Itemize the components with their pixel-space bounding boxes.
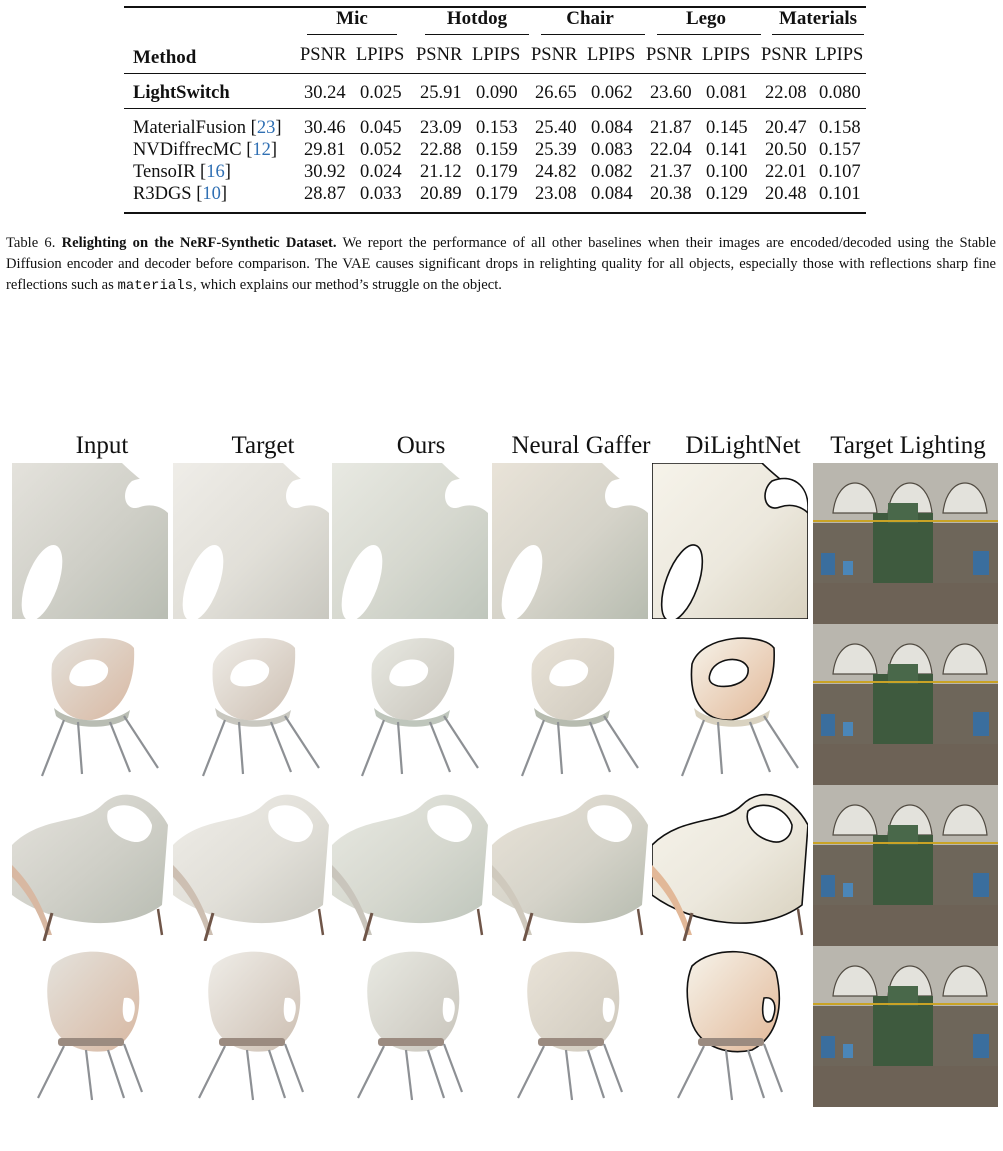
relit-chair-image (12, 785, 168, 941)
column-header-dilightnet: DiLightNet (685, 432, 801, 459)
group-underline (657, 34, 761, 35)
table-cell: 22.04 (650, 140, 692, 160)
relit-chair-image (492, 946, 648, 1102)
table-cell: 0.084 (591, 184, 633, 204)
table-cell: 0.157 (819, 140, 861, 160)
relit-chair-image (173, 463, 329, 619)
metric-header-lpips: LPIPS (472, 45, 521, 65)
table-cell: 0.082 (591, 162, 633, 182)
table-cell: 0.081 (706, 83, 748, 103)
relit-chair-image (492, 785, 648, 941)
table-cell: 0.052 (360, 140, 402, 160)
group-header-hotdog: Hotdog (446, 8, 508, 29)
group-underline (541, 34, 645, 35)
target-lighting-envmap (813, 463, 998, 624)
relit-chair-image (12, 946, 168, 1102)
table-cell: 20.48 (765, 184, 807, 204)
table-cell: 20.47 (765, 118, 807, 138)
table-cell: 0.062 (591, 83, 633, 103)
table-cell: 21.37 (650, 162, 692, 182)
target-lighting-envmap (813, 785, 998, 946)
table-cell: 24.82 (535, 162, 577, 182)
group-underline (772, 34, 864, 35)
table-cell: 0.090 (476, 83, 518, 103)
table-cell: 30.92 (304, 162, 346, 182)
group-header-chair: Chair (566, 8, 614, 29)
table-cell: 0.158 (819, 118, 861, 138)
table-cell: 0.084 (591, 118, 633, 138)
relit-chair-image (173, 946, 329, 1102)
table-cell: 0.100 (706, 162, 748, 182)
table-cell: 21.12 (420, 162, 462, 182)
table-cell: 25.40 (535, 118, 577, 138)
table-cell: 30.24 (304, 83, 346, 103)
relit-chair-image (332, 785, 488, 941)
metric-header-psnr: PSNR (531, 45, 578, 65)
table-cell: 25.91 (420, 83, 462, 103)
column-header-input: Input (75, 432, 129, 459)
target-lighting-envmap (813, 624, 998, 785)
group-header-lego: Lego (685, 8, 727, 29)
table-cell: 23.08 (535, 184, 577, 204)
table-cell: 0.080 (819, 83, 861, 103)
relit-chair-image (492, 624, 648, 780)
relit-chair-image (652, 785, 808, 941)
table-cell: 23.60 (650, 83, 692, 103)
table-cell: 0.107 (819, 162, 861, 182)
relit-chair-image (492, 463, 648, 619)
table-cell: 0.101 (819, 184, 861, 204)
caption-label: Table 6. (6, 235, 56, 251)
table-cell: 0.145 (706, 118, 748, 138)
citation-link[interactable]: 23 (256, 118, 276, 138)
table-cell: 29.81 (304, 140, 346, 160)
group-underline (425, 34, 529, 35)
citation-link[interactable]: 10 (202, 184, 221, 204)
relit-chair-image (652, 946, 808, 1102)
metric-header-psnr: PSNR (646, 45, 693, 65)
citation-link[interactable]: 16 (206, 162, 225, 182)
mid-rule (124, 108, 866, 109)
relit-chair-image (173, 624, 329, 780)
table-cell: 26.65 (535, 83, 577, 103)
table-bottom-rule (124, 212, 866, 214)
group-header-mic: Mic (336, 8, 368, 29)
metric-header-psnr: PSNR (416, 45, 463, 65)
table-cell: 20.50 (765, 140, 807, 160)
table-cell: 0.033 (360, 184, 402, 204)
table-row-method: R3DGS [10] (133, 184, 228, 204)
caption-body-1: We report the performance of all other baselines when their images are encoded/decoded using the Stable Diffusion encoder and decoder before comparison. The VAE causes significant drops in relighting quality for all objects, especially those with reflections sharp fine reflections such as (6, 235, 996, 293)
relit-chair-image (173, 785, 329, 941)
metric-header-lpips: LPIPS (815, 45, 864, 65)
table-cell: 22.08 (765, 83, 807, 103)
caption-mono-term: materials (117, 278, 194, 294)
table-cell: 0.179 (476, 162, 518, 182)
relit-chair-image (652, 624, 808, 780)
metric-header-lpips: LPIPS (356, 45, 405, 65)
metric-header-lpips: LPIPS (702, 45, 751, 65)
table-row-method: NVDiffrecMC [12] (133, 140, 278, 160)
metric-header-lpips: LPIPS (587, 45, 636, 65)
relit-chair-image (332, 946, 488, 1102)
table-cell: 0.129 (706, 184, 748, 204)
table-cell: 0.025 (360, 83, 402, 103)
table-cell: 21.87 (650, 118, 692, 138)
table-cell: 0.045 (360, 118, 402, 138)
metric-header-psnr: PSNR (761, 45, 808, 65)
relit-chair-image (12, 463, 168, 619)
table-cell: 28.87 (304, 184, 346, 204)
column-header-ours: Ours (396, 432, 446, 459)
relit-chair-image (652, 463, 808, 619)
group-underline (307, 34, 397, 35)
table-cell: 20.38 (650, 184, 692, 204)
relit-chair-image (12, 624, 168, 780)
relit-chair-image (332, 463, 488, 619)
column-header-neural-gaffer: Neural Gaffer (511, 432, 651, 459)
table-caption (6, 233, 996, 297)
table-cell: 0.179 (476, 184, 518, 204)
column-header-target: Target (231, 432, 295, 459)
caption-title: Relighting on the NeRF-Synthetic Dataset. (61, 235, 337, 251)
relit-chair-image (332, 624, 488, 780)
table-cell: 30.46 (304, 118, 346, 138)
method-column-header: Method (133, 47, 197, 68)
table-cell: 0.153 (476, 118, 518, 138)
table-cell: 0.024 (360, 162, 402, 182)
table-cell: 0.159 (476, 140, 518, 160)
caption-body-2: , which explains our method’s struggle on the object. (193, 277, 502, 293)
table-cell: 0.083 (591, 140, 633, 160)
table-cell: 25.39 (535, 140, 577, 160)
table-cell: 20.89 (420, 184, 462, 204)
table-cell: 23.09 (420, 118, 462, 138)
table-cell: 22.01 (765, 162, 807, 182)
column-header-target-lighting: Target Lighting (830, 432, 986, 459)
target-lighting-envmap (813, 946, 998, 1107)
citation-link[interactable]: 12 (252, 140, 271, 160)
header-rule (124, 73, 866, 74)
table-row-method: MaterialFusion [23] (133, 118, 282, 138)
table-cell: 22.88 (420, 140, 462, 160)
table-row-method: TensoIR [16] (133, 162, 231, 182)
group-header-materials: Materials (778, 8, 858, 29)
metric-header-psnr: PSNR (300, 45, 347, 65)
highlight-method-name: LightSwitch (133, 83, 230, 103)
table-cell: 0.141 (706, 140, 748, 160)
